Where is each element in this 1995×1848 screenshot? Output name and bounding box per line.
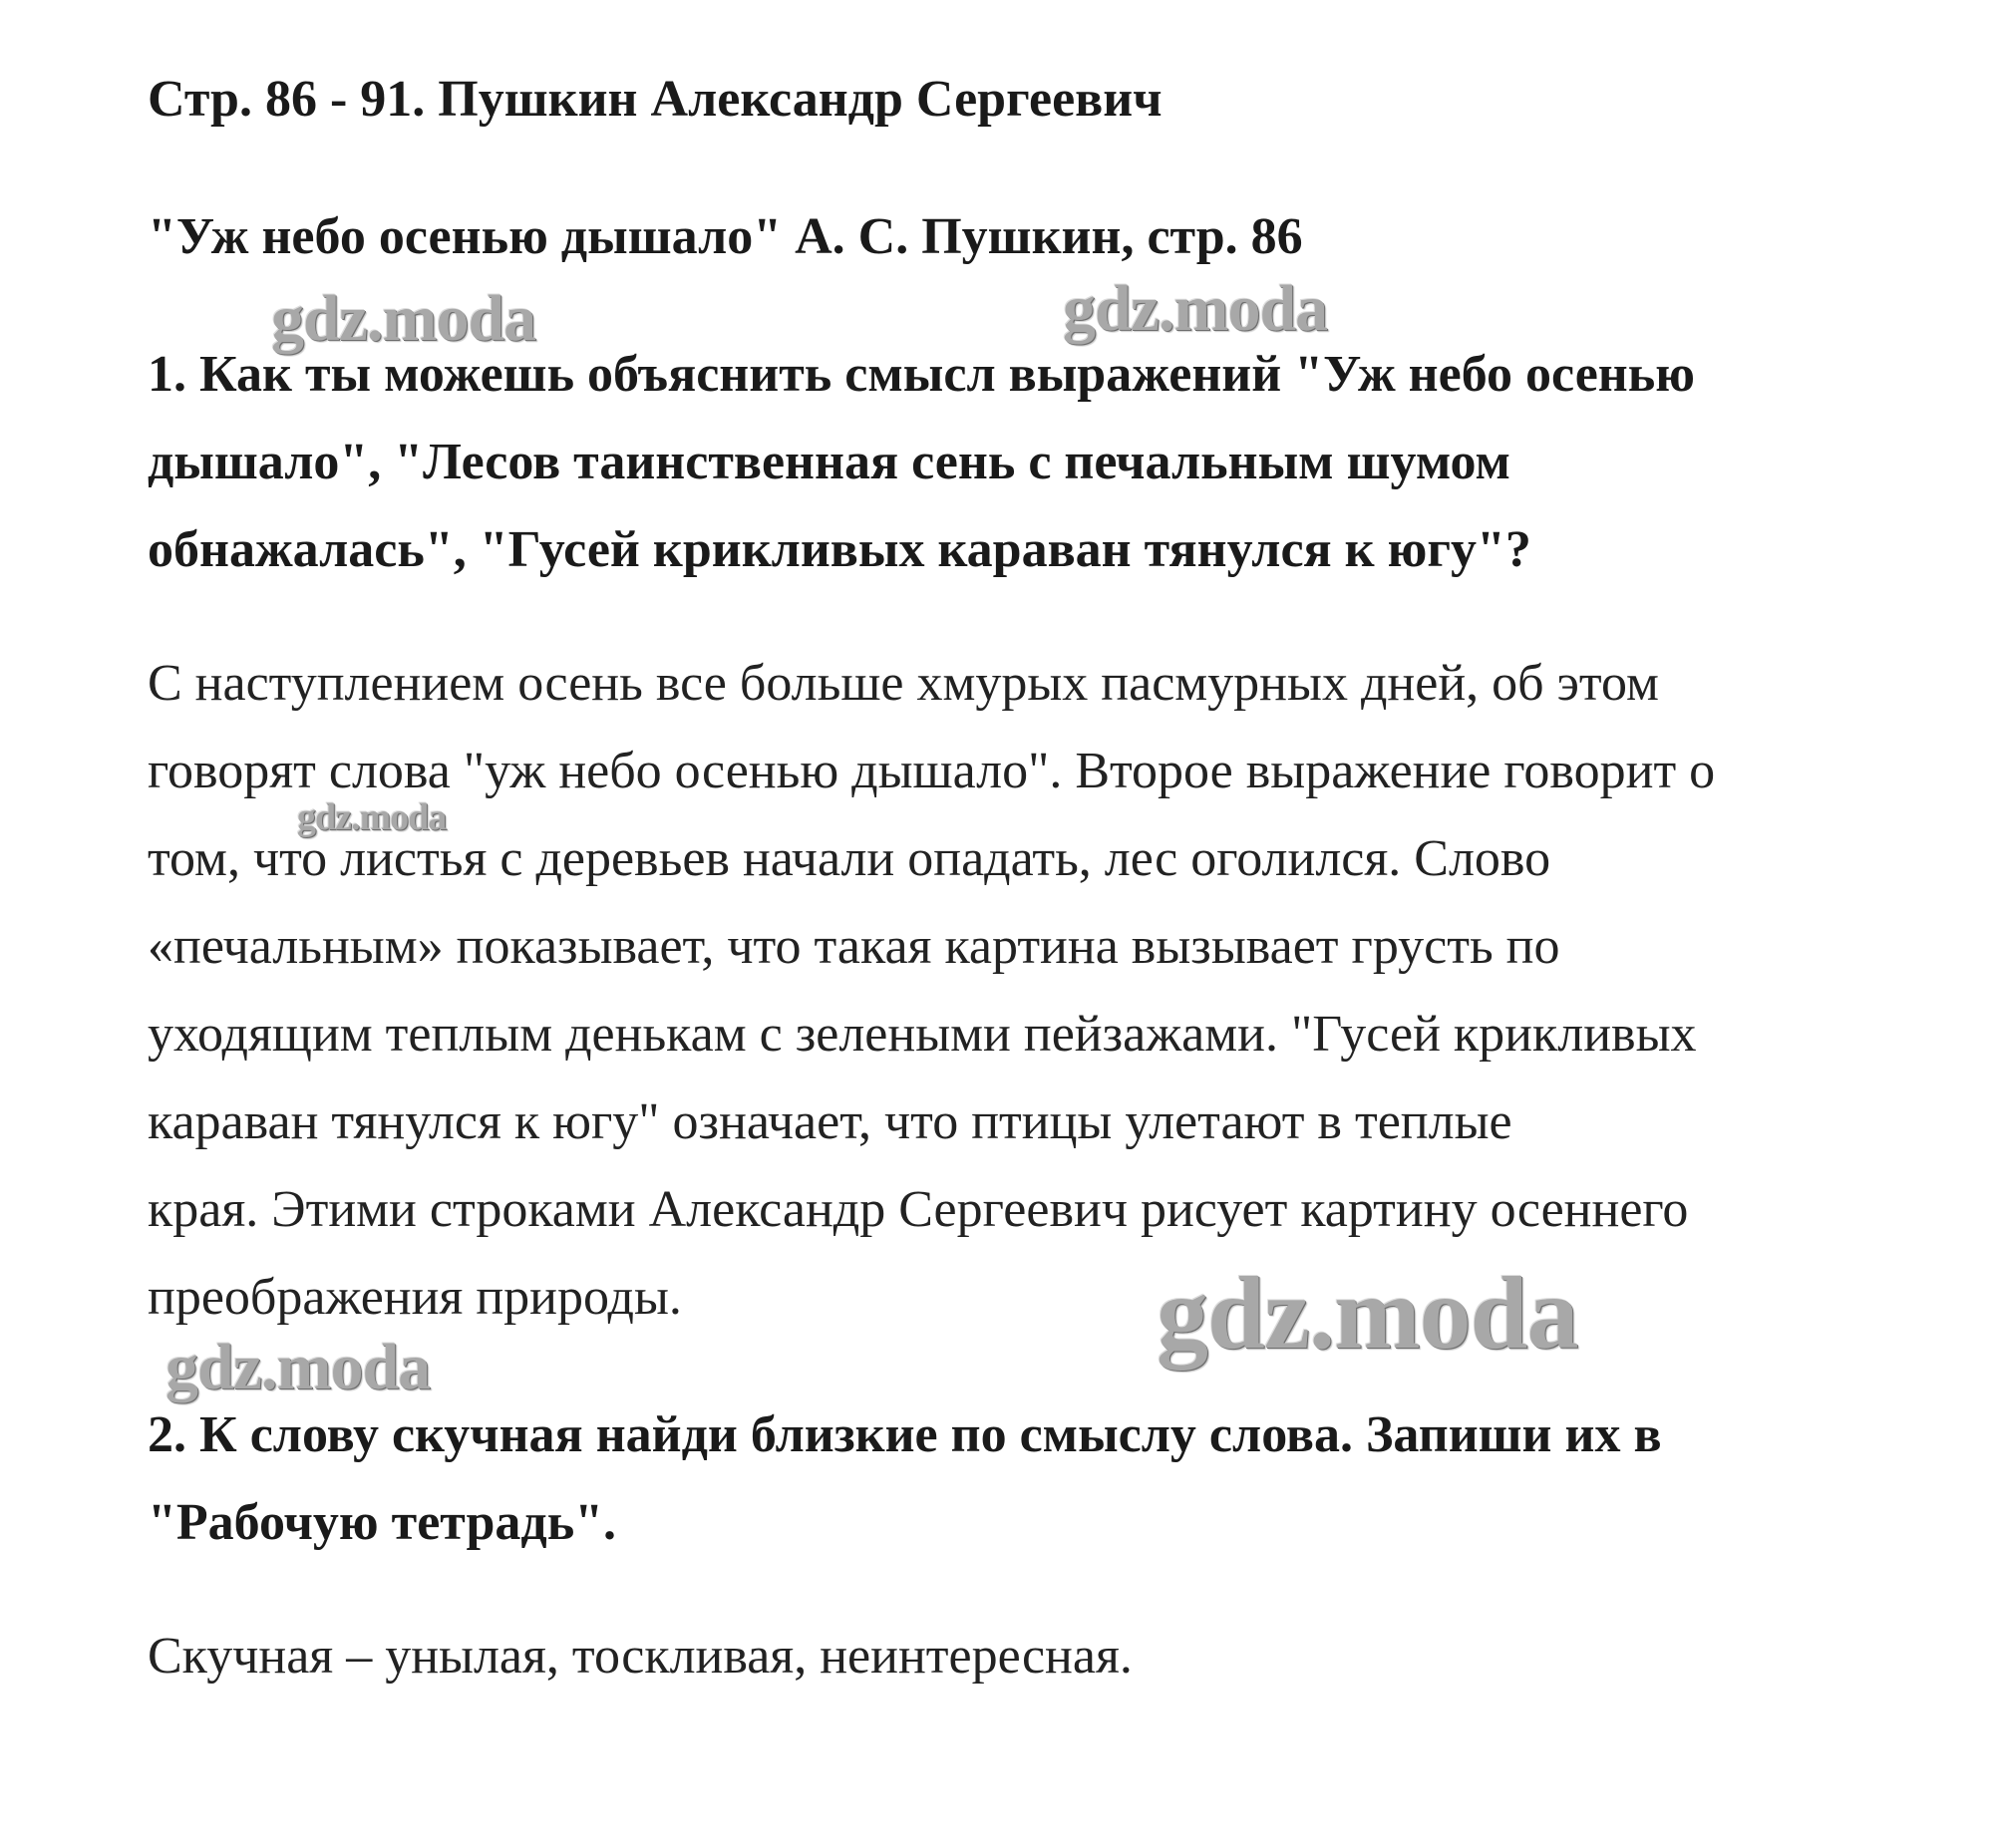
page-subtitle: "Уж небо осенью дышало" А. С. Пушкин, стр. 86	[148, 208, 1303, 265]
answer-2-text: Скучная – унылая, тоскливая, неинтересная.	[148, 1628, 1133, 1685]
watermark-logo: gdz.moda	[297, 796, 447, 838]
answer-1-line: «печальным» показывает, что такая картина вызывает грусть по	[148, 918, 1560, 975]
question-2-line: "Рабочую тетрадь".	[148, 1494, 617, 1551]
answer-1-line: края. Этими строками Александр Сергеевич рисует картину осеннего	[148, 1181, 1689, 1238]
question-1-line: 1. Как ты можешь объяснить смысл выражений "Уж небо осенью	[148, 346, 1696, 403]
answer-1-line: преображения природы.	[148, 1269, 682, 1326]
answer-1-line: том, что листья с деревьев начали опадать, лес оголился. Слово	[148, 830, 1551, 887]
answer-1-line: говорят слова "уж небо осенью дышало". Второе выражение говорит о	[148, 743, 1716, 799]
question-2-line: 2. К слову скучная найди близкие по смыслу слова. Запиши их в	[148, 1406, 1662, 1463]
question-1-line: обнажалась", "Гусей крикливых караван тянулся к югу"?	[148, 521, 1531, 578]
watermark-logo: gdz.moda	[271, 282, 536, 355]
watermark-logo: gdz.moda	[166, 1331, 431, 1403]
answer-1-line: уходящим теплым денькам с зелеными пейзажами. "Гусей крикливых	[148, 1006, 1697, 1063]
answer-1-line: С наступлением осень все больше хмурых пасмурных дней, об этом	[148, 655, 1659, 712]
question-1-line: дышало", "Лесов таинственная сень с печальным шумом	[148, 434, 1510, 490]
answer-1-line: караван тянулся к югу" означает, что птицы улетают в теплые	[148, 1093, 1512, 1150]
watermark-logo: gdz.moda	[1063, 272, 1328, 345]
watermark-logo: gdz.moda	[1157, 1256, 1578, 1371]
page-title: Стр. 86 - 91. Пушкин Александр Сергеевич	[148, 71, 1163, 128]
